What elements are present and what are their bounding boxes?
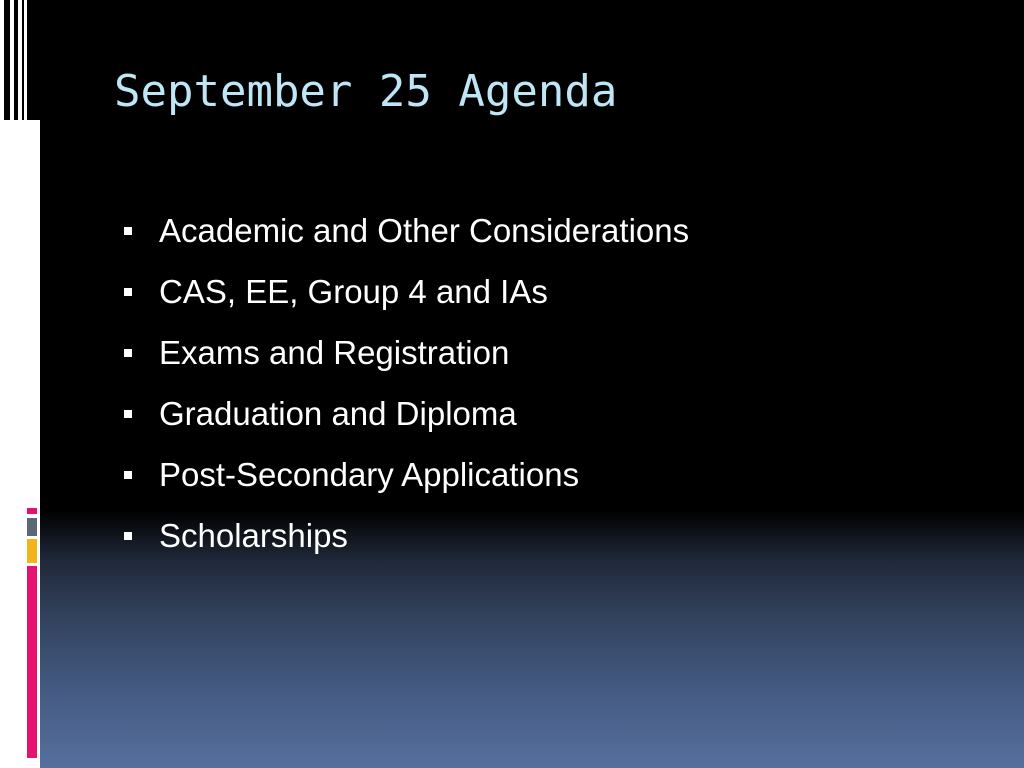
agenda-item xyxy=(124,444,689,505)
square-bullet-icon xyxy=(124,227,132,235)
agenda-item-label: Scholarships xyxy=(159,516,348,554)
agenda-item xyxy=(124,383,689,444)
accent-bar-gold xyxy=(27,539,37,563)
agenda-item-label: Graduation and Diploma xyxy=(159,394,517,432)
square-bullet-icon xyxy=(124,288,132,296)
square-bullet-icon xyxy=(124,471,132,479)
agenda-item xyxy=(124,505,689,566)
agenda-item-label: Academic and Other Considerations xyxy=(159,211,690,249)
agenda-item xyxy=(124,322,689,383)
square-bullet-icon xyxy=(124,410,132,418)
agenda-item xyxy=(124,200,689,261)
agenda-item-label: Post-Secondary Applications xyxy=(159,455,580,493)
agenda-list xyxy=(124,200,689,566)
square-bullet-icon xyxy=(124,349,132,357)
accent-bar-pink-top xyxy=(27,508,37,514)
top-left-decorative-bars xyxy=(0,0,40,120)
bottom-left-accent-bars xyxy=(27,508,37,758)
agenda-item-label: Exams and Registration xyxy=(159,333,510,371)
agenda-item xyxy=(124,261,689,322)
accent-bar-pink-long xyxy=(27,566,37,758)
agenda-item-label: CAS, EE, Group 4 and IAs xyxy=(159,272,548,310)
accent-bar-gray xyxy=(27,518,37,536)
slide-title: September 25 Agenda xyxy=(114,66,618,117)
square-bullet-icon xyxy=(124,532,132,540)
